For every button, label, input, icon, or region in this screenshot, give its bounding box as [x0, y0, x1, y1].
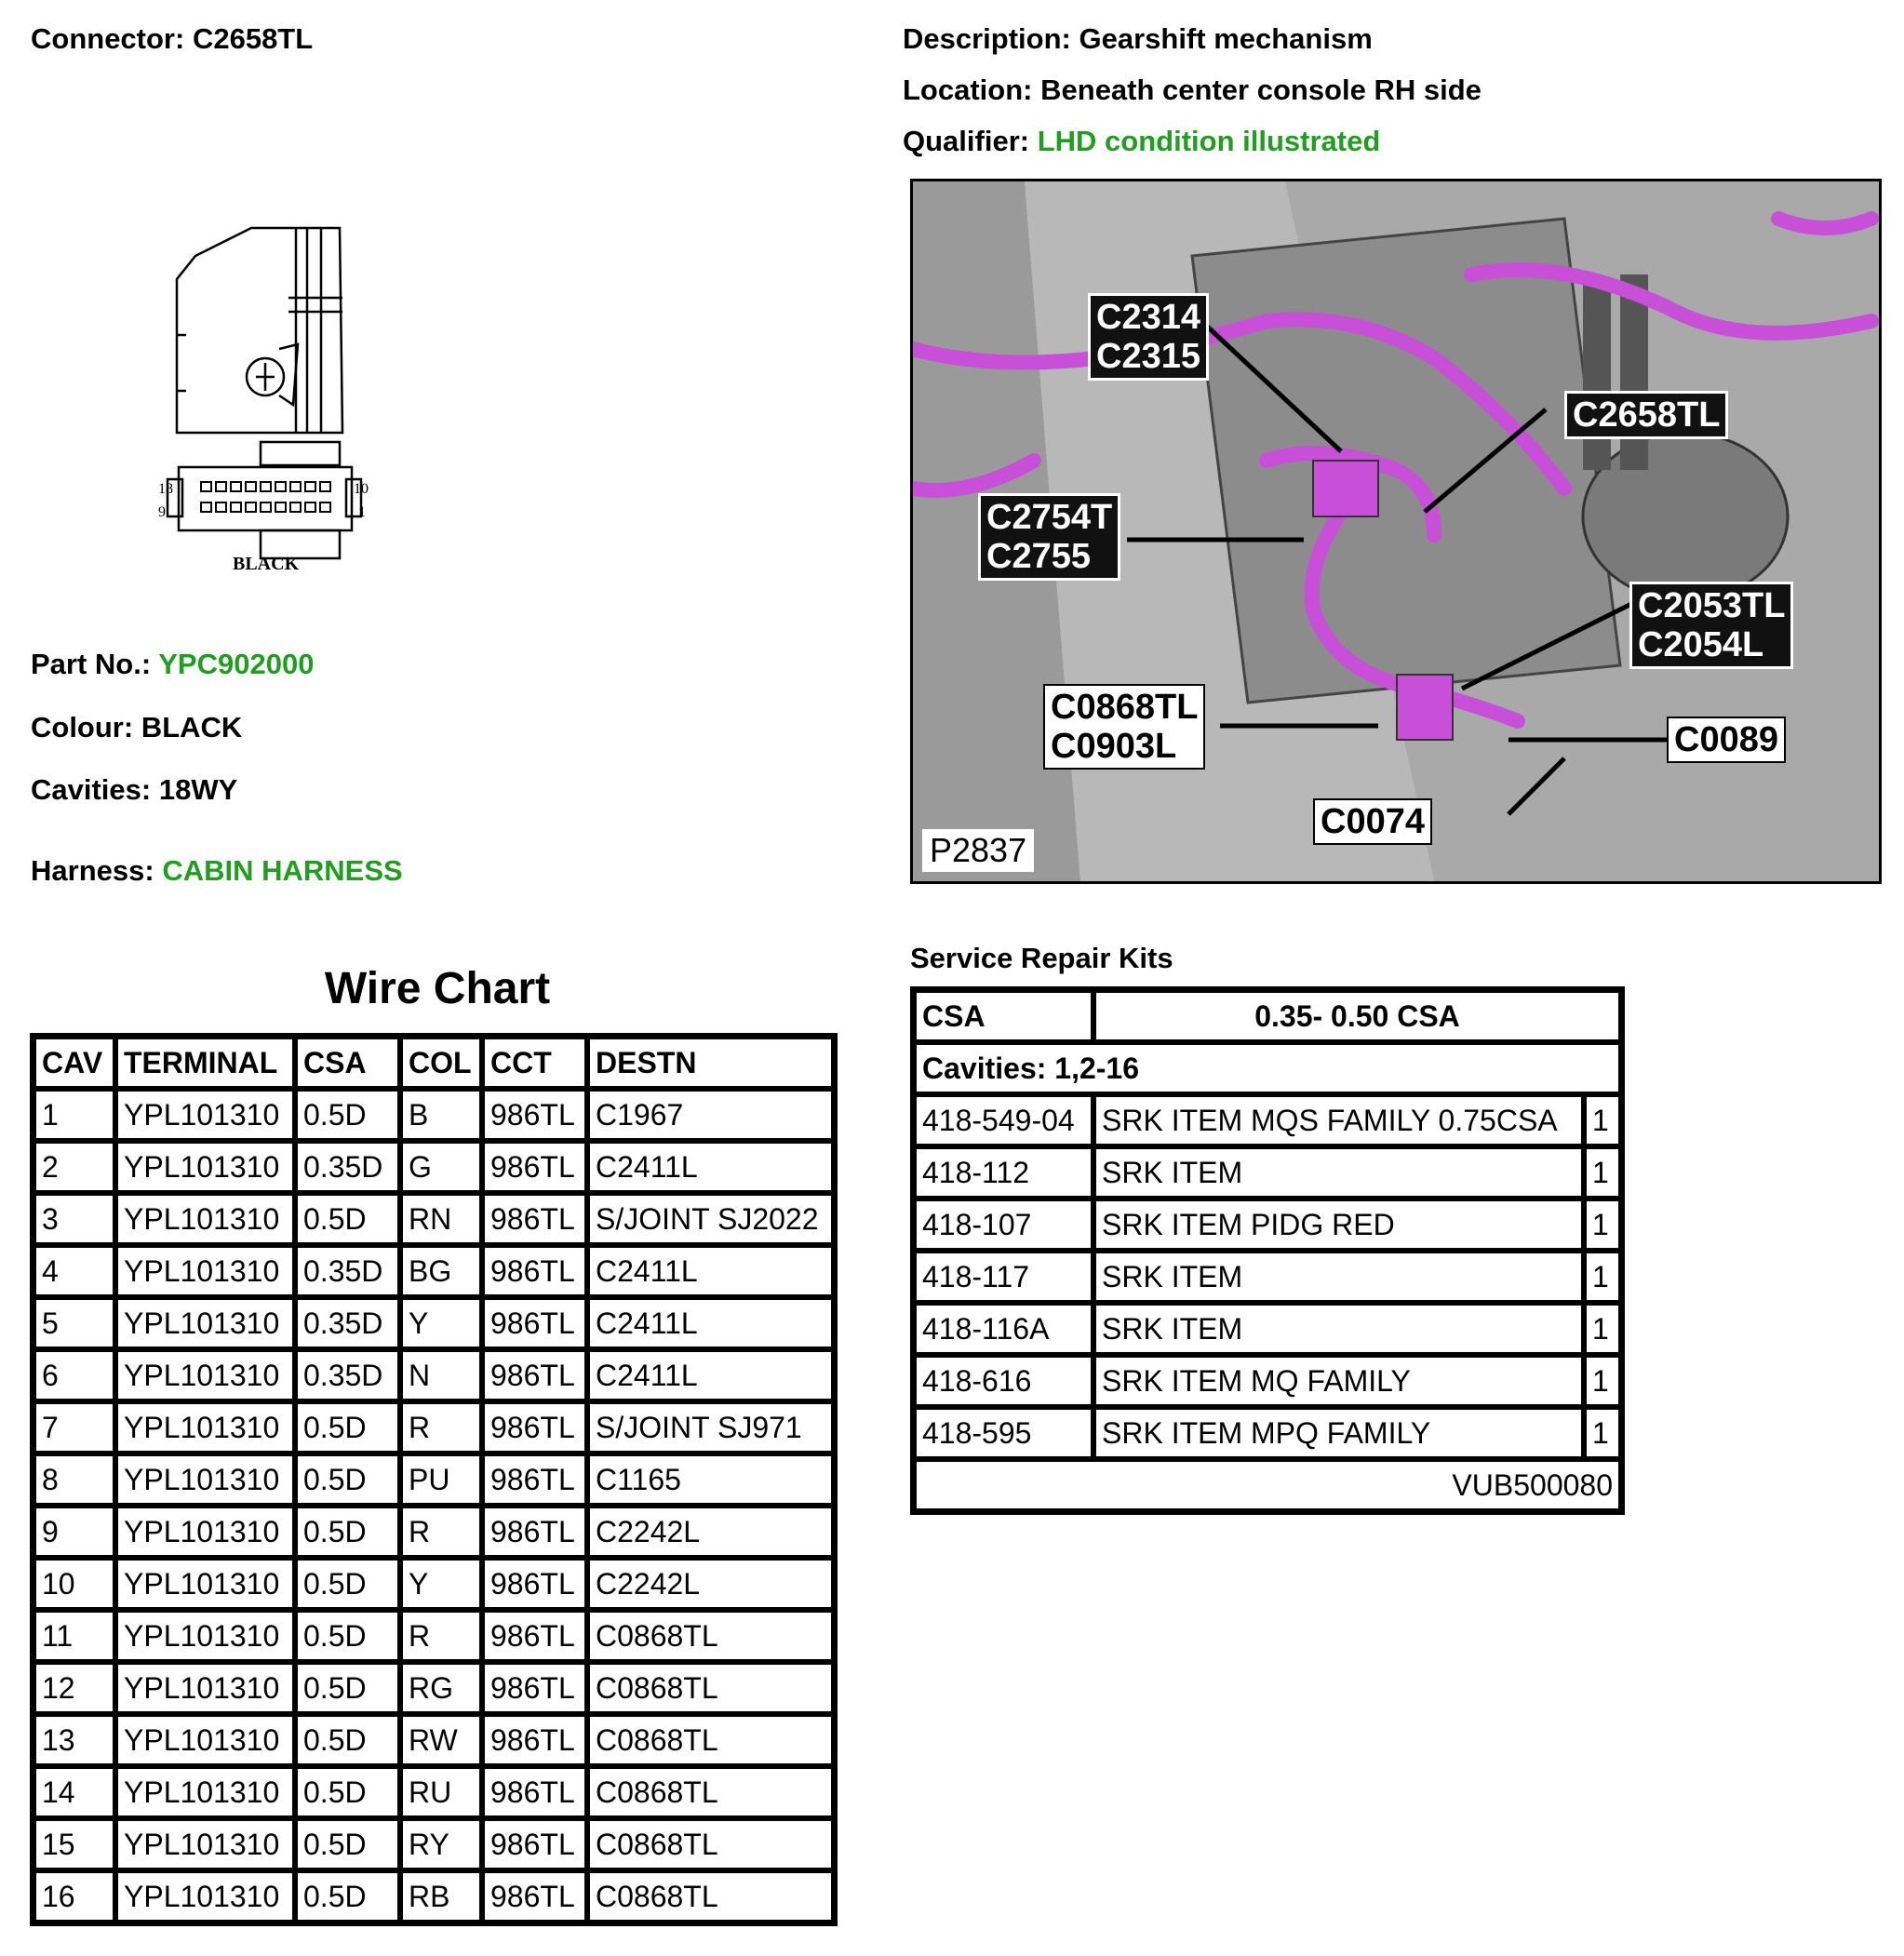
srk-item-row [914, 1146, 1621, 1199]
cell-csa: 0.5D [295, 1610, 400, 1662]
cell-cav: 13 [34, 1714, 115, 1766]
cell-csa: 0.5D [295, 1401, 400, 1454]
harness-value: CABIN HARNESS [162, 854, 403, 887]
cell-col: G [400, 1141, 482, 1193]
srk-cell-description: SRK ITEM [1093, 1303, 1584, 1355]
cell-destn: C0868TL [587, 1766, 834, 1818]
cell-cav: 11 [34, 1610, 115, 1662]
table-row [34, 1193, 834, 1245]
cell-cct: 986TL [482, 1454, 587, 1506]
srk-cell-part: 418-107 [914, 1199, 1093, 1251]
srk-cell-part: 418-595 [914, 1407, 1093, 1459]
cell-terminal: YPL101310 [115, 1662, 295, 1714]
cell-cav: 1 [34, 1089, 115, 1141]
callout-c2658tl [1564, 391, 1728, 439]
cell-col: R [400, 1610, 482, 1662]
table-row [34, 1662, 834, 1714]
qualifier-value: LHD condition illustrated [1037, 125, 1381, 157]
col-header-destn: DESTN [587, 1037, 834, 1089]
srk-body [914, 990, 1621, 1511]
srk-footer-code: VUB500080 [914, 1459, 1621, 1511]
connector-label: Connector: [31, 22, 185, 55]
pin-label-9: 9 [158, 504, 166, 520]
srk-title: Service Repair Kits [910, 942, 1173, 974]
callout-c0868: C0868TL [1051, 688, 1199, 727]
description-label: Description: [903, 22, 1071, 55]
cell-cav: 12 [34, 1662, 115, 1714]
srk-item-row [914, 1251, 1621, 1303]
cell-col: Y [400, 1558, 482, 1610]
srk-cell-qty: 1 [1584, 1199, 1621, 1251]
cell-cav: 15 [34, 1818, 115, 1870]
cell-terminal: YPL101310 [115, 1349, 295, 1401]
colour-line [31, 711, 242, 744]
connector-line [31, 22, 313, 56]
cell-col: BG [400, 1245, 482, 1297]
cell-cct: 986TL [482, 1193, 587, 1245]
srk-item-row [914, 1199, 1621, 1251]
cell-col: Y [400, 1297, 482, 1349]
cell-cav: 14 [34, 1766, 115, 1818]
cell-csa: 0.5D [295, 1662, 400, 1714]
connector-value: C2658TL [192, 22, 314, 55]
srk-item-row [914, 1407, 1621, 1459]
srk-cell-qty: 1 [1584, 1355, 1621, 1407]
cell-terminal: YPL101310 [115, 1506, 295, 1558]
cell-terminal: YPL101310 [115, 1610, 295, 1662]
qualifier-line [903, 125, 1380, 158]
table-row [34, 1870, 834, 1923]
callout-c2755: C2755 [986, 537, 1091, 576]
srk-cell-qty: 1 [1584, 1094, 1621, 1146]
callout-c0089 [1667, 717, 1786, 763]
srk-cell-part: 418-116A [914, 1303, 1093, 1355]
cell-terminal: YPL101310 [115, 1454, 295, 1506]
col-header-col: COL [400, 1037, 482, 1089]
srk-cavities: Cavities: 1,2-16 [914, 1042, 1621, 1094]
cell-destn: C0868TL [587, 1818, 834, 1870]
srk-cell-description: SRK ITEM [1093, 1146, 1584, 1199]
cell-csa: 0.5D [295, 1558, 400, 1610]
cell-csa: 0.35D [295, 1349, 400, 1401]
cell-csa: 0.35D [295, 1297, 400, 1349]
callout-c0868tl-c0903l [1043, 684, 1205, 770]
cell-destn: C2411L [587, 1141, 834, 1193]
cell-csa: 0.5D [295, 1818, 400, 1870]
cell-destn: C0868TL [587, 1662, 834, 1714]
callout-c0903: C0903L [1051, 727, 1177, 766]
table-row [34, 1610, 834, 1662]
qualifier-label: Qualifier: [903, 125, 1030, 157]
connector-drawing [140, 223, 382, 577]
cell-csa: 0.35D [295, 1141, 400, 1193]
cavities-value: 18WY [158, 773, 238, 806]
table-row [34, 1454, 834, 1506]
srk-table [910, 986, 1625, 1515]
callout-c2053: C2053TL [1638, 586, 1786, 625]
callout-c0074-text: C0074 [1321, 802, 1425, 841]
cell-cct: 986TL [482, 1662, 587, 1714]
srk-cell-part: 418-616 [914, 1355, 1093, 1407]
cell-terminal: YPL101310 [115, 1766, 295, 1818]
cell-terminal: YPL101310 [115, 1558, 295, 1610]
cell-cct: 986TL [482, 1297, 587, 1349]
cell-col: RG [400, 1662, 482, 1714]
table-row [34, 1089, 834, 1141]
srk-cell-description: SRK ITEM MPQ FAMILY [1093, 1407, 1584, 1459]
col-header-csa: CSA [295, 1037, 400, 1089]
wire-chart-title: Wire Chart [324, 964, 551, 1013]
cell-csa: 0.5D [295, 1193, 400, 1245]
cell-csa: 0.5D [295, 1870, 400, 1923]
cell-cct: 986TL [482, 1818, 587, 1870]
location-line [903, 74, 1482, 107]
srk-cell-description: SRK ITEM PIDG RED [1093, 1199, 1584, 1251]
srk-footer-row [914, 1459, 1621, 1511]
cell-terminal: YPL101310 [115, 1870, 295, 1923]
cell-col: RY [400, 1818, 482, 1870]
cell-cav: 2 [34, 1141, 115, 1193]
cell-cct: 986TL [482, 1870, 587, 1923]
srk-cell-part: 418-112 [914, 1146, 1093, 1199]
cell-destn: S/JOINT SJ2022 [587, 1193, 834, 1245]
wire-chart-header-row [34, 1037, 834, 1089]
cell-csa: 0.5D [295, 1714, 400, 1766]
pin-label-1: 1 [358, 504, 366, 520]
wire-chart-body [34, 1089, 834, 1923]
srk-cell-qty: 1 [1584, 1407, 1621, 1459]
cell-destn: C1967 [587, 1089, 834, 1141]
cavities-line [31, 773, 237, 807]
callout-c2053tl-c2054l [1629, 582, 1793, 669]
cell-csa: 0.5D [295, 1454, 400, 1506]
srk-cell-qty: 1 [1584, 1146, 1621, 1199]
cell-col: R [400, 1401, 482, 1454]
cell-terminal: YPL101310 [115, 1714, 295, 1766]
cell-csa: 0.5D [295, 1766, 400, 1818]
srk-cell-description: SRK ITEM [1093, 1251, 1584, 1303]
callout-c2314-c2315 [1088, 293, 1209, 381]
connector-colour-caption: BLACK [233, 554, 300, 574]
colour-value: BLACK [141, 711, 243, 744]
cell-col: N [400, 1349, 482, 1401]
cell-cct: 986TL [482, 1349, 587, 1401]
cell-destn: C2242L [587, 1506, 834, 1558]
cell-cct: 986TL [482, 1506, 587, 1558]
cell-terminal: YPL101310 [115, 1141, 295, 1193]
cell-col: RB [400, 1870, 482, 1923]
cell-cct: 986TL [482, 1714, 587, 1766]
cell-destn: C1165 [587, 1454, 834, 1506]
colour-label: Colour: [31, 711, 134, 744]
srk-cell-qty: 1 [1584, 1251, 1621, 1303]
cell-cct: 986TL [482, 1401, 587, 1454]
description-value: Gearshift mechanism [1079, 22, 1373, 55]
srk-csa-label: CSA [914, 990, 1093, 1042]
srk-item-row [914, 1094, 1621, 1146]
cell-csa: 0.35D [295, 1245, 400, 1297]
table-row [34, 1818, 834, 1870]
cell-col: RU [400, 1766, 482, 1818]
cell-destn: C2411L [587, 1245, 834, 1297]
cell-cct: 986TL [482, 1766, 587, 1818]
cell-cav: 5 [34, 1297, 115, 1349]
callout-c2658-text: C2658TL [1573, 395, 1721, 435]
cell-destn: S/JOINT SJ971 [587, 1401, 834, 1454]
cell-destn: C2242L [587, 1558, 834, 1610]
cell-csa: 0.5D [295, 1089, 400, 1141]
callout-c2754: C2754T [986, 498, 1113, 537]
table-row [34, 1506, 834, 1558]
callout-c2754t-c2755 [978, 493, 1120, 581]
cell-cct: 986TL [482, 1558, 587, 1610]
srk-cell-part: 418-549-04 [914, 1094, 1093, 1146]
table-row [34, 1141, 834, 1193]
cell-col: RW [400, 1714, 482, 1766]
pin-label-10: 10 [354, 481, 369, 497]
callout-c2054: C2054L [1638, 625, 1764, 664]
table-row [34, 1766, 834, 1818]
callout-c2315: C2315 [1096, 337, 1200, 376]
description-line [903, 22, 1373, 56]
harness-line [31, 854, 403, 888]
cell-cav: 8 [34, 1454, 115, 1506]
cell-destn: C0868TL [587, 1870, 834, 1923]
srk-cell-description: SRK ITEM MQS FAMILY 0.75CSA [1093, 1094, 1584, 1146]
table-row [34, 1297, 834, 1349]
part-no-value: YPC902000 [158, 648, 315, 680]
cell-cav: 6 [34, 1349, 115, 1401]
srk-cell-qty: 1 [1584, 1303, 1621, 1355]
cell-cav: 7 [34, 1401, 115, 1454]
pin-label-18: 18 [158, 481, 173, 497]
cell-destn: C0868TL [587, 1714, 834, 1766]
table-row [34, 1558, 834, 1610]
cell-cct: 986TL [482, 1245, 587, 1297]
cell-cav: 4 [34, 1245, 115, 1297]
cell-csa: 0.5D [295, 1506, 400, 1558]
callout-c0074 [1313, 798, 1432, 845]
srk-cavities-row [914, 1042, 1621, 1094]
cell-destn: C2411L [587, 1349, 834, 1401]
cell-col: RN [400, 1193, 482, 1245]
cell-terminal: YPL101310 [115, 1245, 295, 1297]
col-header-cct: CCT [482, 1037, 587, 1089]
cell-terminal: YPL101310 [115, 1089, 295, 1141]
harness-label: Harness: [31, 854, 154, 887]
cell-cct: 986TL [482, 1141, 587, 1193]
cell-cav: 16 [34, 1870, 115, 1923]
cell-terminal: YPL101310 [115, 1401, 295, 1454]
srk-csa-row [914, 990, 1621, 1042]
srk-csa-value: 0.35- 0.50 CSA [1093, 990, 1621, 1042]
col-header-cav: CAV [34, 1037, 115, 1089]
location-label: Location: [903, 74, 1033, 106]
location-value: Beneath center console RH side [1040, 74, 1482, 106]
table-row [34, 1714, 834, 1766]
cell-cct: 986TL [482, 1089, 587, 1141]
srk-cell-part: 418-117 [914, 1251, 1093, 1303]
cell-cav: 9 [34, 1506, 115, 1558]
srk-item-row [914, 1303, 1621, 1355]
cell-destn: C2411L [587, 1297, 834, 1349]
part-no-label: Part No.: [31, 648, 152, 680]
srk-cell-description: SRK ITEM MQ FAMILY [1093, 1355, 1584, 1407]
cell-cct: 986TL [482, 1610, 587, 1662]
srk-item-row [914, 1355, 1621, 1407]
table-row [34, 1349, 834, 1401]
table-row [34, 1401, 834, 1454]
cell-cav: 10 [34, 1558, 115, 1610]
cell-col: PU [400, 1454, 482, 1506]
cell-terminal: YPL101310 [115, 1297, 295, 1349]
cell-terminal: YPL101310 [115, 1818, 295, 1870]
figure-code: P2837 [922, 829, 1034, 872]
cell-cav: 3 [34, 1193, 115, 1245]
callout-c2314: C2314 [1096, 298, 1200, 337]
cell-destn: C0868TL [587, 1610, 834, 1662]
callout-c0089-text: C0089 [1674, 720, 1778, 759]
cell-col: R [400, 1506, 482, 1558]
wire-chart-table [30, 1033, 838, 1926]
part-no-line [31, 648, 314, 681]
location-figure [910, 179, 1882, 884]
cavities-label: Cavities: [31, 773, 152, 806]
col-header-terminal: TERMINAL [115, 1037, 295, 1089]
cell-terminal: YPL101310 [115, 1193, 295, 1245]
table-row [34, 1245, 834, 1297]
cell-col: B [400, 1089, 482, 1141]
